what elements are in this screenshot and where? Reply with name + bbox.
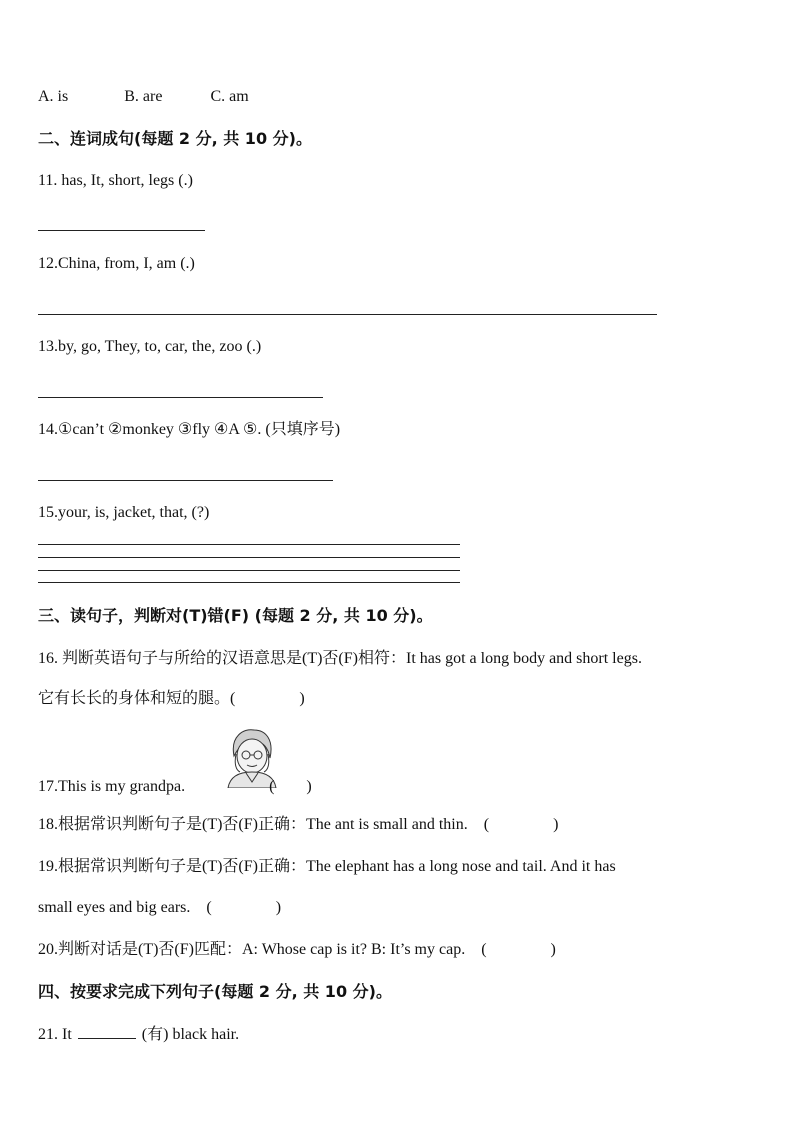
answer-line-13[interactable] <box>38 397 323 398</box>
q10-options <box>38 86 249 108</box>
question-18: 18.根据常识判断句子是(T)否(F)正确：The ant is small and thin. ( ) <box>38 816 559 833</box>
section2-heading: 二、连词成句(每题 2 分, 共 10 分)。 <box>38 129 312 148</box>
question-20: 20.判断对话是(T)否(F)匹配：A: Whose cap is it? B: It’s my cap. ( ) <box>38 941 556 958</box>
question-11: 11. has, It, short, legs (.) <box>38 172 193 189</box>
question-16-line2: 它有长长的身体和短的腿。( ) <box>38 690 305 707</box>
section4-heading: 四、按要求完成下列句子(每题 2 分, 共 10 分)。 <box>38 982 392 1001</box>
question-15: 15.your, is, jacket, that, (?) <box>38 504 210 521</box>
section3-heading: 三、读句子，判断对(T)错(F) (每题 2 分, 共 10 分)。 <box>38 606 433 625</box>
option-a: A. is <box>38 88 69 105</box>
answer-line-14[interactable] <box>38 480 333 481</box>
answer-line-11[interactable] <box>38 230 205 231</box>
question-21-prefix: 21. It <box>38 1026 72 1043</box>
question-21 <box>38 1022 239 1046</box>
question-14: 14.①can’t ②monkey ③fly ④A ⑤. (只填序号) <box>38 421 341 438</box>
question-16-line1: 16. 判断英语句子与所给的汉语意思是(T)否(F)相符：It has got a long body and short legs. <box>38 650 642 667</box>
question-19-line2: small eyes and big ears. ( ) <box>38 899 282 916</box>
answer-line-15b[interactable] <box>38 557 460 558</box>
question-19-line1: 19.根据常识判断句子是(T)否(F)正确：The elephant has a long nose and tail. And it has <box>38 858 616 875</box>
answer-line-12[interactable] <box>38 314 657 315</box>
answer-line-15c[interactable] <box>38 570 460 571</box>
question-21-blank[interactable] <box>78 1022 136 1039</box>
question-12: 12.China, from, I, am (.) <box>38 255 195 272</box>
question-17-text: 17.This is my grandpa. <box>38 778 186 795</box>
question-17-answer-paren[interactable]: ( ) <box>269 778 312 795</box>
option-c: C. am <box>210 88 249 105</box>
answer-line-15d[interactable] <box>38 582 460 583</box>
question-13: 13.by, go, They, to, car, the, zoo (.) <box>38 338 262 355</box>
answer-line-15a[interactable] <box>38 544 460 545</box>
question-17 <box>38 776 312 798</box>
option-b: B. are <box>124 88 163 105</box>
question-21-suffix: (有) black hair. <box>141 1026 240 1043</box>
